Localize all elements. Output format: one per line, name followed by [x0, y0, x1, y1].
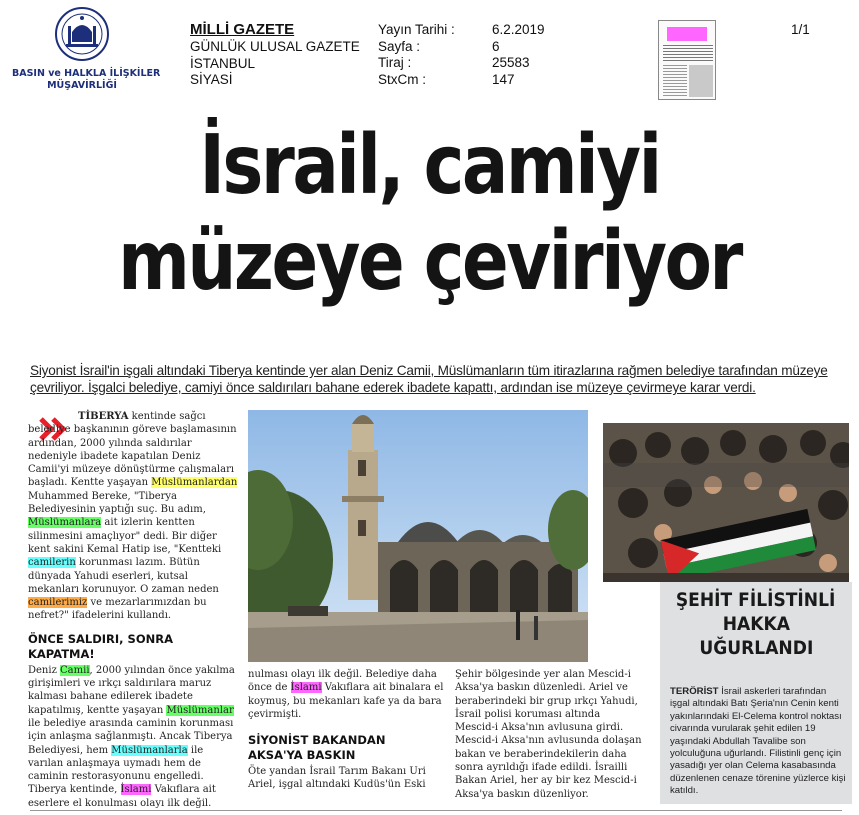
page-thumbnail — [658, 20, 716, 100]
sidebar-headline — [660, 588, 852, 660]
meta-value-circulation: 25583 — [492, 55, 530, 70]
highlight: Müslümanlara — [28, 517, 102, 529]
highlight: Müslümanlardan — [151, 477, 238, 489]
kicker-tiberya: TİBERYA — [78, 411, 129, 422]
article-column-3 — [455, 668, 643, 801]
highlight: camilerin — [28, 557, 76, 569]
text-span: korunması lazım. Bütün dünyada Yahudi eserleri, kutsal mekanları korunuyor. O zaman neden — [28, 557, 219, 595]
highlight: İslami — [290, 682, 322, 694]
text-span: Muhammed Bereke, "Tiberya Belediyesinin yaptığı suç. Bu adım, — [28, 490, 206, 516]
highlight: camilerimiz — [28, 597, 88, 609]
meta-label-date: Yayın Tarihi : — [378, 22, 455, 37]
text-span: ile belediye arasında caminin korunması için anlaşma sağlanmıştı. Ancak Tiberya Belediyesi, hem — [28, 717, 234, 756]
highlight: İslami — [120, 784, 152, 796]
article-column-2 — [248, 668, 444, 792]
publication-name: MİLLİ GAZETE — [190, 21, 295, 38]
page-count: 1/1 — [791, 22, 810, 37]
publication-subtitle: GÜNLÜK ULUSAL GAZETE — [190, 39, 360, 54]
text-span: ait izlerin kentten silinmesini amaçlıyor" dedi. Bir diğer kent sakini Kemal Hatip ise, "Kentteki — [28, 517, 222, 555]
funeral-photo — [600, 420, 852, 585]
text-span: ve mezarlarımızdan bu nefret?" ifadelerini kullandı. — [28, 597, 207, 622]
meta-label-page: Sayfa : — [378, 38, 421, 54]
text-span: Vakıflara ait eserlere el konulması olayı ilk değil. — [28, 784, 216, 809]
publication-info — [190, 20, 360, 89]
headline — [69, 118, 791, 310]
sidebar-headline-line2: HAKKA — [722, 613, 790, 635]
paragraph-1 — [28, 410, 240, 623]
sidebar-kicker: TERÖRİST — [670, 686, 719, 697]
text-span: , 2000 yılından önce yakılma girişimleri ve ırkçı saldırılara maruz kalması bahane edilerek ibadete kapatılmış, kentte yaşayan — [28, 664, 235, 716]
subheading-attack: ÖNCE SALDIRI, SONRA KAPATMA! — [28, 631, 173, 661]
text-span: Deniz — [28, 664, 61, 676]
highlight: Müslümanlarla — [111, 744, 188, 756]
lead-paragraph: Siyonist İsrail'in işgali altındaki Tiberya kentinde yer alan Deniz Camii, Müslümanların tüm itirazlarına rağmen belediye tarafından müzeye çevriliyor. İşgalci belediye, camiyi önce saldırıları bahane ederek ibadete kapattı, ardından ise müzeye çevirmeye karar verdi. — [30, 363, 828, 395]
paragraph-4: Öte yandan İsrail Tarım Bakanı Uri Ariel, işgal altındaki Kudüs'ün Eski — [248, 766, 426, 791]
meta-labels — [378, 22, 455, 88]
text-span: nulması olayı ilk değil. Belediye daha önce de — [248, 669, 437, 694]
publication-category: SİYASİ — [190, 72, 233, 87]
sidebar-body: İsrail askerleri tarafından işgal altındaki Batı Şeria'nın Cenin kenti yakınlarındaki El-Celema kontrol noktası civarında vurularak şehit edilen 19 yaşındaki Abdullah Tavalibe son yolculuğuna uğurlandı. Filistinli genç için yasadığı yer olan Celema kasabasında düzenlenen cenaze törenine yüzlerce kişi katıldı. — [670, 686, 846, 797]
text-span: kentinde sağcı belediye başkanının göreve başlamasının ardından, 2000 yılında saldırılar nedeniyle ibadete kapatılan Deniz Camii'yi müzeye dönüştürme çalışmaları başladı. Kentte yaşayan — [28, 411, 237, 489]
paragraph-5: Şehir bölgesinde yer alan Mescid-i Aksa'ya baskın düzenledi. Ariel ve beraberindeki bir grup ırkçı Yahudi, İsrail polisi koruması altında Mescid-i Aksa'nın avlusuna girdi. Mescid-i Aksa'nın avlusunda dolaşan bakan ve beraberindekilerin daha sonra ayrıldığı ifade edildi. İsrailli Bakan Ariel, her ay bir kez Mescid-i Aksa'ya baskın düzenliyor. — [455, 669, 642, 800]
logo-text-line1: BASIN ve HALKLA İLİŞKİLER — [12, 68, 161, 79]
paragraph-2 — [28, 664, 240, 810]
paragraph-3 — [248, 668, 444, 721]
meta-label-stxcm: StxCm : — [378, 71, 427, 87]
publication-city: İSTANBUL — [190, 55, 256, 71]
bottom-rule — [30, 810, 842, 811]
meta-value-page: 6 — [492, 38, 500, 54]
subheading-raid: SİYONİST BAKANDAN AKSA'YA BASKIN — [248, 733, 386, 763]
text-span: ile varılan anlaşmaya uymadı hem de caminin restorasyonunu engelledi. Tiberya kentinde, — [28, 744, 204, 796]
text-span: Vakıflara ait binalara el koymuş, bu mekanları kafe ya da bara çevirmişti. — [248, 682, 444, 720]
headline-line2: müzeye çeviriyor — [118, 214, 741, 309]
mosque-photo — [248, 410, 588, 662]
article-column-1 — [28, 410, 240, 810]
sidebar-text — [670, 686, 846, 798]
highlight: Camii — [60, 664, 90, 676]
headline-line1: İsrail, camiyi — [199, 118, 660, 213]
meta-label-circulation: Tiraj : — [378, 55, 412, 70]
sidebar-headline-line1: ŞEHİT FİLİSTİNLİ — [676, 589, 836, 611]
ministry-logo — [12, 6, 161, 98]
ministry-logo-icon — [54, 6, 110, 62]
logo-text-line2: MÜŞAVİRLİĞİ — [47, 80, 117, 91]
sidebar-headline-line3: UĞURLANDI — [699, 637, 813, 659]
meta-values — [492, 22, 545, 88]
meta-value-stxcm: 147 — [492, 71, 515, 87]
highlight: Müslümanlar — [166, 704, 234, 716]
meta-value-date: 6.2.2019 — [492, 22, 545, 37]
